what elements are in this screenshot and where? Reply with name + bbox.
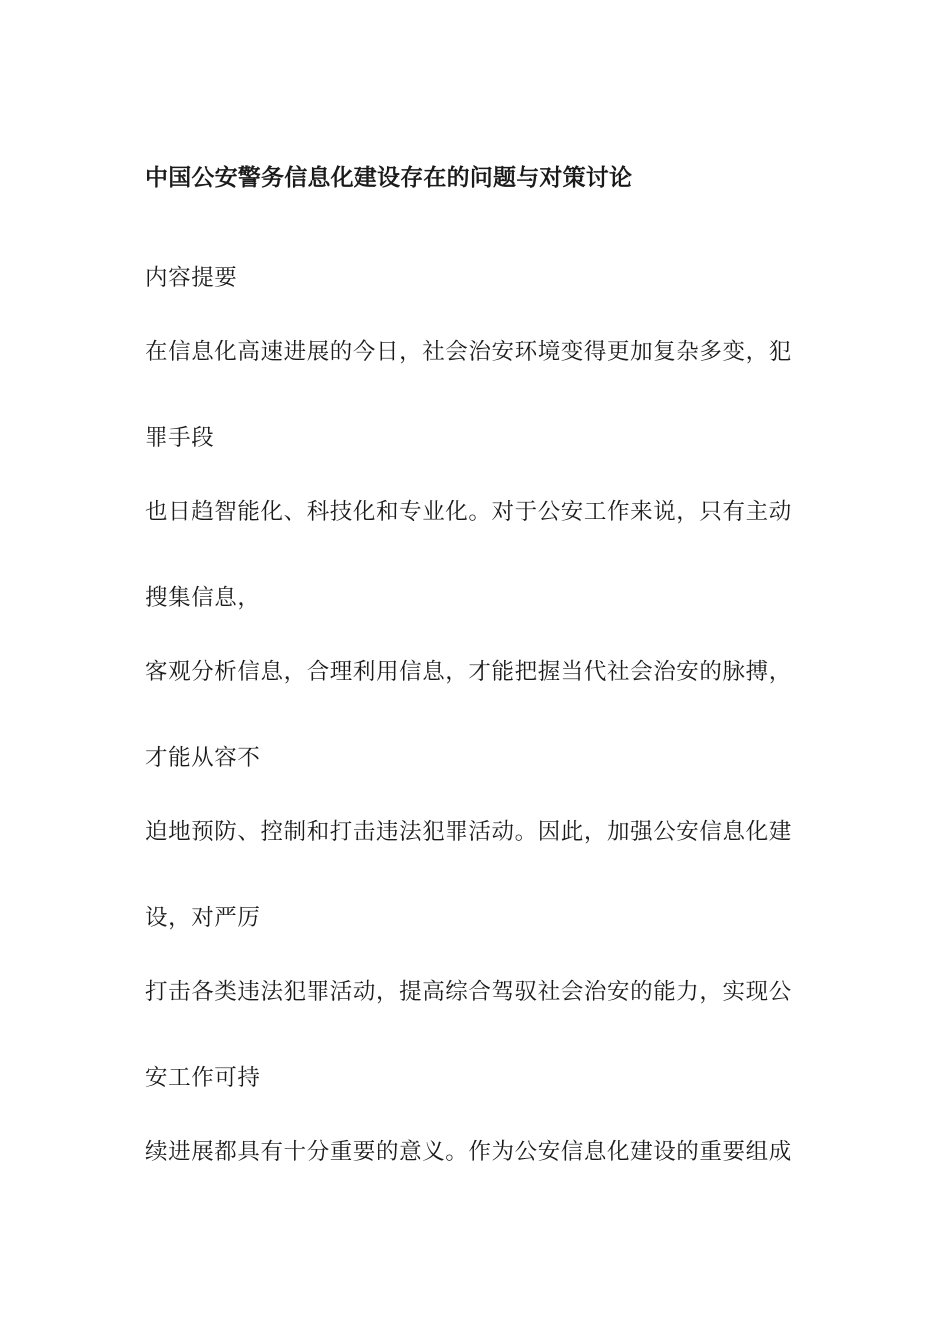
body-line: 也日趋智能化、科技化和专业化。对于公安工作来说，只有主动 [145, 499, 792, 525]
body-line: 迫地预防、控制和打击违法犯罪活动。因此，加强公安信息化建 [145, 819, 792, 845]
body-line: 设，对严厉 [145, 905, 261, 931]
body-line: 搜集信息， [145, 585, 261, 611]
document-title: 中国公安警务信息化建设存在的问题与对策讨论 [145, 165, 633, 191]
body-line: 在信息化高速进展的今日，社会治安环境变得更加复杂多变，犯 [145, 339, 792, 365]
section-heading: 内容提要 [145, 265, 238, 291]
body-line: 打击各类违法犯罪活动，提高综合驾驭社会治安的能力，实现公 [145, 979, 792, 1005]
body-line: 安工作可持 [145, 1065, 261, 1091]
body-line: 续进展都具有十分重要的意义。作为公安信息化建设的重要组成 [145, 1139, 792, 1165]
body-line: 才能从容不 [145, 745, 261, 771]
body-line: 罪手段 [145, 425, 215, 451]
body-line: 客观分析信息，合理利用信息，才能把握当代社会治安的脉搏， [145, 659, 792, 685]
